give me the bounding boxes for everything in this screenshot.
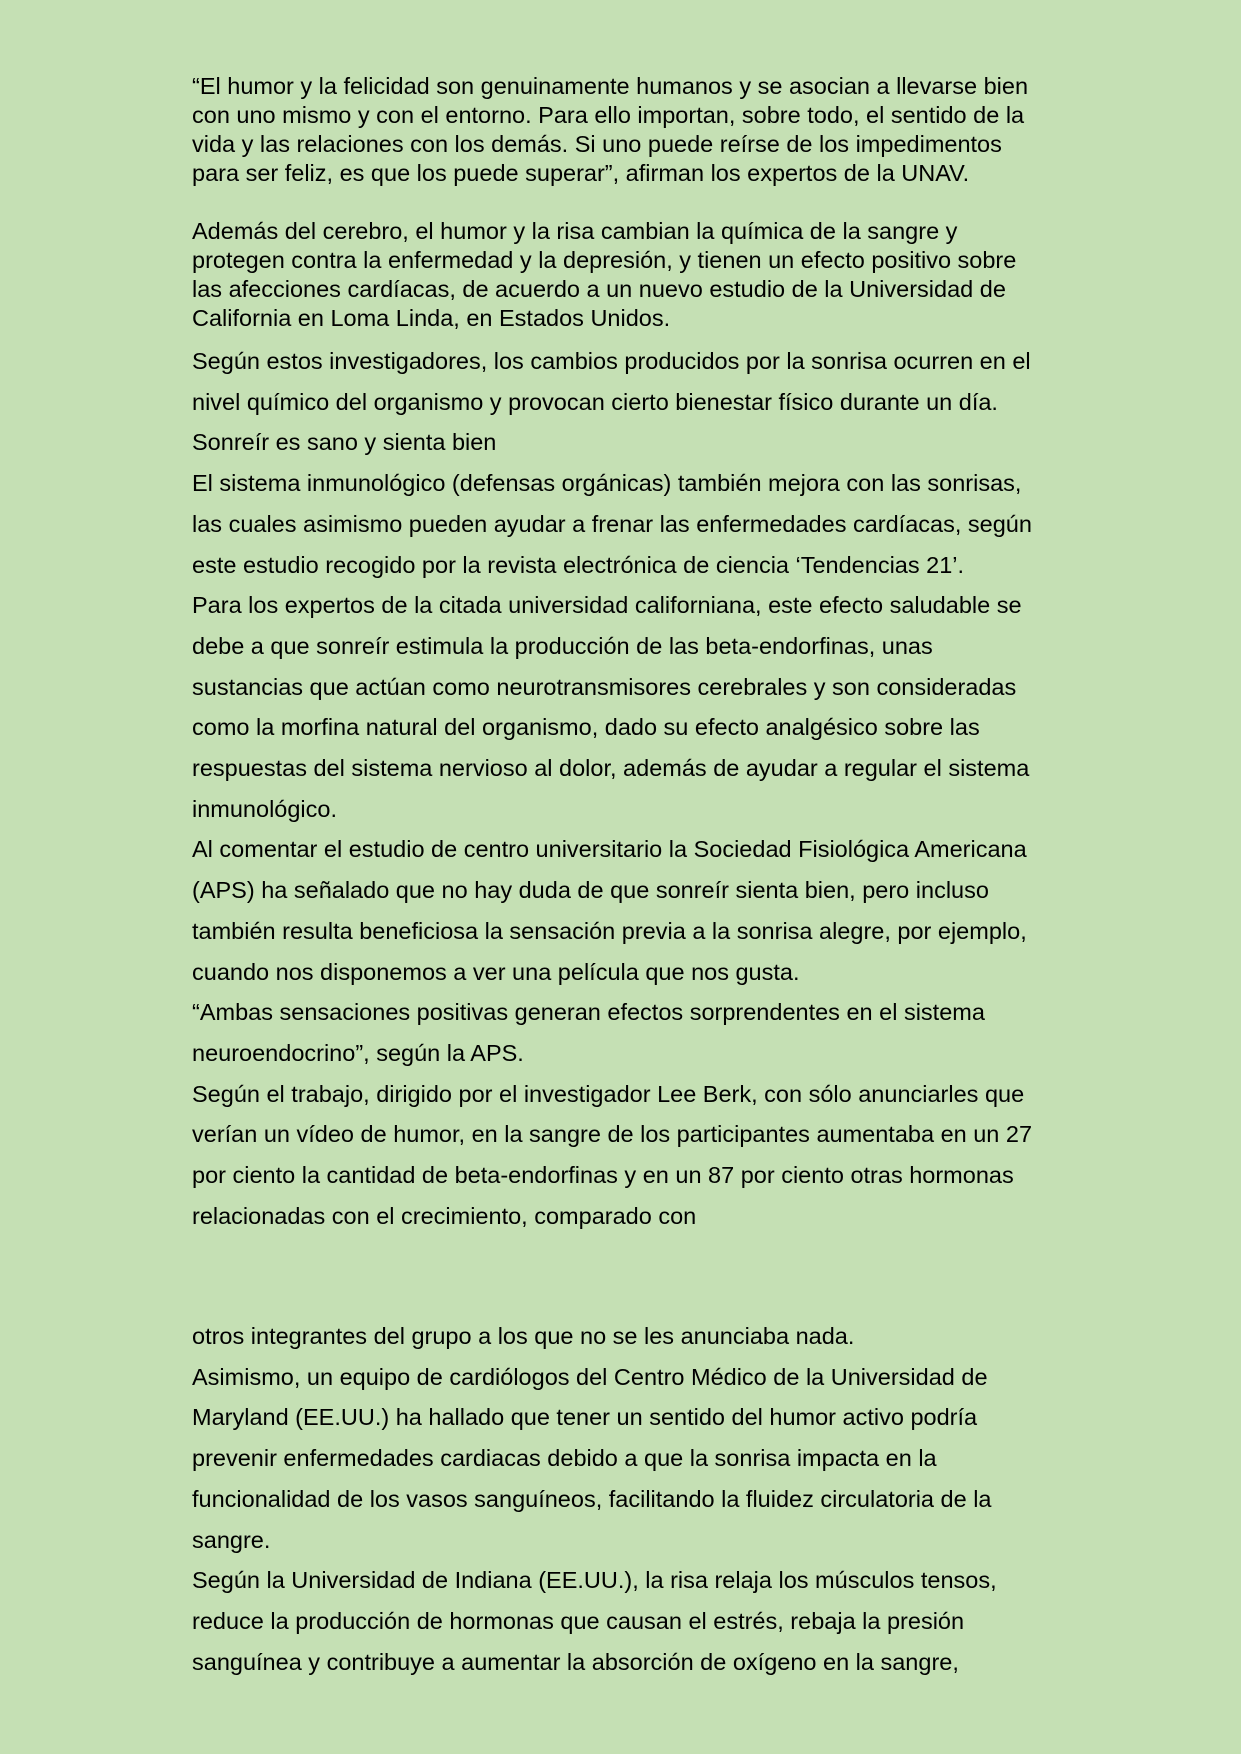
text-line: sanguínea y contribuye a aumentar la absorción de oxígeno en la sangre, [192,1648,959,1675]
text-line: las cuales asimismo pueden ayudar a frenar las enfermedades cardíacas, según [192,510,1032,537]
text-line: Según la Universidad de Indiana (EE.UU.), la risa relaja los músculos tensos, [192,1567,997,1594]
text-line: Según el trabajo, dirigido por el investigador Lee Berk, con sólo anunciarles que [192,1080,1025,1107]
text-line: las afecciones cardíacas, de acuerdo a un nuevo estudio de la Universidad de [192,276,1006,302]
text-line: (APS) ha señalado que no hay duda de que sonreír sienta bien, pero incluso [192,877,989,904]
text-line: por ciento la cantidad de beta-endorfinas y en un 87 por ciento otras hormonas [192,1162,1014,1189]
text-line: como la morfina natural del organismo, dado su efecto analgésico sobre las [192,714,980,741]
text-line: sustancias que actúan como neurotransmisores cerebrales y son consideradas [192,673,1017,700]
text-line: sangre. [192,1526,271,1553]
text-line: Para los expertos de la citada universidad californiana, este efecto saludable se [192,592,1022,619]
study-intro-paragraph [192,217,1016,333]
text-line: Al comentar el estudio de centro universitario la Sociedad Fisiológica Americana [192,836,1027,863]
text-line: debe a que sonreír estimula la producción de las beta-endorfinas, unas [192,632,933,659]
text-line: con uno mismo y con el entorno. Para ello importan, sobre todo, el sentido de la [192,102,1025,128]
text-line: inmunológico. [192,795,338,822]
text-line: otros integrantes del grupo a los que no se les anunciaba nada. [192,1323,855,1349]
text-line: también resulta beneficiosa la sensación previa a la sonrisa alegre, por ejemplo, [192,917,1027,944]
text-line: El sistema inmunológico (defensas orgánicas) también mejora con las sonrisas, [192,470,1022,497]
text-line: Maryland (EE.UU.) ha hallado que tener un sentido del humor activo podría [192,1404,978,1431]
text-line: funcionalidad de los vasos sanguíneos, facilitando la fluidez circulatoria de la [192,1485,992,1512]
body-text-block-continued [192,1316,997,1682]
text-line: protegen contra la enfermedad y la depresión, y tienen un efecto positivo sobre [192,247,1017,273]
text-line: “Ambas sensaciones positivas generan efectos sorprendentes en el sistema [192,999,985,1026]
text-line: relacionadas con el crecimiento, comparado con [192,1202,697,1229]
text-line: Además del cerebro, el humor y la risa cambian la química de la sangre y [192,218,958,244]
document-page [192,0,1092,1754]
text-line: cuando nos disponemos a ver una película que nos gusta. [192,958,800,985]
text-line: Asimismo, un equipo de cardiólogos del Centro Médico de la Universidad de [192,1363,988,1390]
text-line: reduce la producción de hormonas que causan el estrés, rebaja la presión [192,1607,965,1634]
text-line: para ser feliz, es que los puede superar”, afirman los expertos de la UNAV. [192,160,970,186]
subheading: Sonreír es sano y sienta bien [192,429,497,456]
text-line: neuroendocrino”, según la APS. [192,1039,524,1066]
text-line: vida y las relaciones con los demás. Si uno puede reírse de los impedimentos [192,131,1002,157]
text-line: California en Loma Linda, en Estados Unidos. [192,305,671,331]
text-line: prevenir enfermedades cardiacas debido a que la sonrisa impacta en la [192,1445,937,1472]
text-line: verían un vídeo de humor, en la sangre de los participantes aumentaba en un 27 [192,1121,1033,1148]
text-line: este estudio recogido por la revista electrónica de ciencia ‘Tendencias 21’. [192,551,965,578]
text-line: Según estos investigadores, los cambios producidos por la sonrisa ocurren en el [192,348,1031,374]
text-line: nivel químico del organismo y provocan cierto bienestar físico durante un día. [192,388,998,415]
text-line: “El humor y la felicidad son genuinamente humanos y se asocian a llevarse bien [192,73,1029,99]
text-line: respuestas del sistema nervioso al dolor, además de ayudar a regular el sistema [192,755,1030,782]
quote-paragraph [192,72,1028,188]
body-text-block [192,341,1032,1236]
